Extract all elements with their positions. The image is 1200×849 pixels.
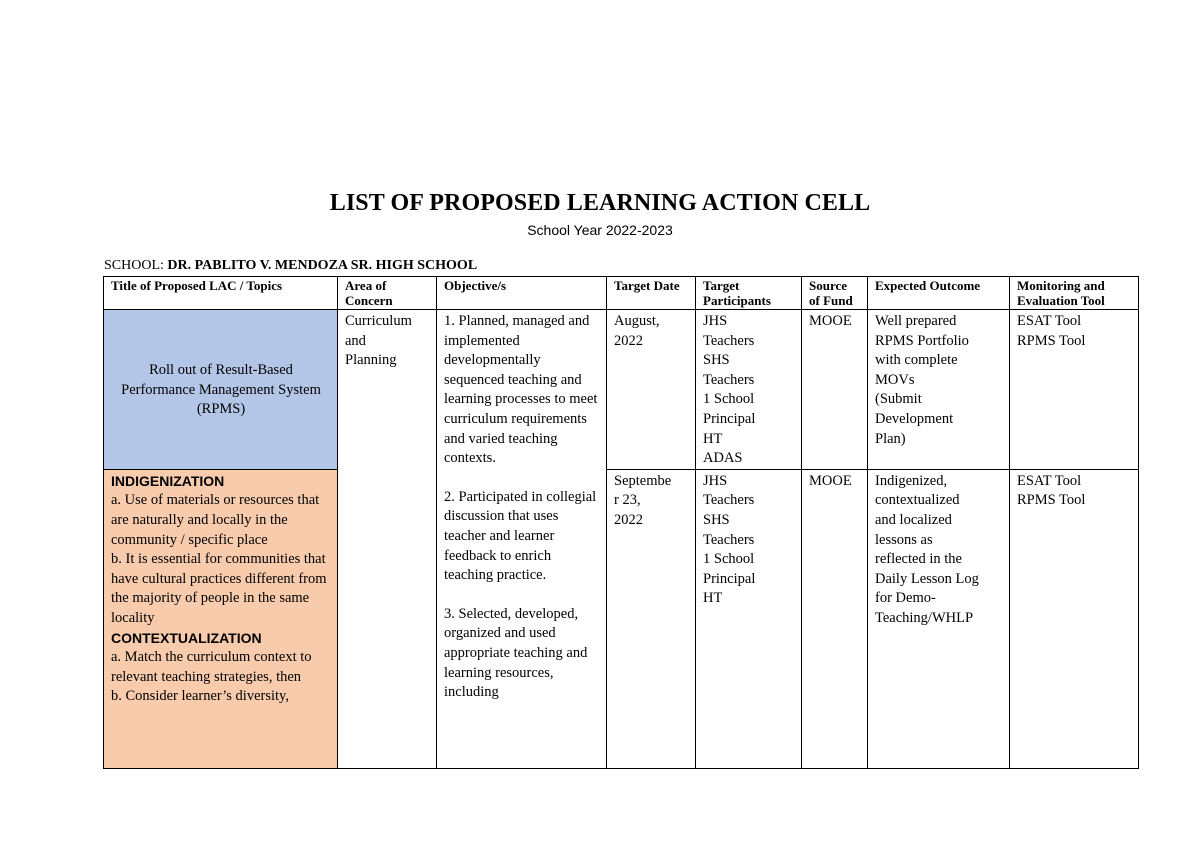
school-name: DR. PABLITO V. MENDOZA SR. HIGH SCHOOL <box>167 258 478 273</box>
header-participants: Target Participants <box>696 277 802 310</box>
header-target-date: Target Date <box>607 277 696 310</box>
objective-3: 3. Selected, developed, organized and used appropriate teaching and learning resources, including <box>444 605 588 701</box>
expected-outcome: Well prepared RPMS Portfolio with complete MOVs (Submit Development Plan) <box>868 310 1010 470</box>
lac-table <box>103 276 1139 769</box>
page-title: LIST OF PROPOSED LEARNING ACTION CELL <box>329 190 871 216</box>
lac-title-rpms: Roll out of Result-Based Performance Management System (RPMS) <box>104 310 338 470</box>
lac-title-indigenization <box>104 469 338 768</box>
header-source: Source of Fund <box>802 277 868 310</box>
target-date: August, 2022 <box>607 310 696 470</box>
topic-text-contextualization: a. Match the curriculum context to relevant teaching strategies, then b. Consider learner’s diversity, <box>111 649 312 705</box>
header-area: Area of Concern <box>338 277 437 310</box>
school-label: SCHOOL: <box>104 258 168 273</box>
objectives-cell <box>437 310 607 769</box>
topic-heading-contextualization: CONTEXTUALIZATION <box>111 629 262 646</box>
school-year: School Year 2022-2023 <box>527 222 673 238</box>
school-line <box>104 258 477 274</box>
header-outcome: Expected Outcome <box>868 277 1010 310</box>
table-row <box>104 469 1139 768</box>
objective-1: 1. Planned, managed and implemented developmentally sequenced teaching and learning processes to meet curriculum requirements and varied teaching contexts. <box>444 313 598 467</box>
header-title: Title of Proposed LAC / Topics <box>104 277 338 310</box>
evaluation-tool: ESAT Tool RPMS Tool <box>1010 469 1139 768</box>
source-of-fund: MOOE <box>802 310 868 470</box>
header-objectives: Objective/s <box>437 277 607 310</box>
objective-2: 2. Participated in collegial discussion that uses teacher and learner feedback to enrich teaching practice. <box>444 488 597 584</box>
header-tool: Monitoring and Evaluation Tool <box>1010 277 1139 310</box>
target-participants: JHS Teachers SHS Teachers 1 School Principal HT ADAS <box>696 310 802 470</box>
area-of-concern: Curriculum and Planning <box>338 310 437 769</box>
header-row <box>104 277 1139 310</box>
topic-heading-indigenization: INDIGENIZATION <box>111 472 225 489</box>
topic-text-indigenization: a. Use of materials or resources that are naturally and locally in the community / specific place b. It is essential for communities that have cultural practices different from the majority of people in the same locality <box>111 492 327 626</box>
table-row <box>104 310 1139 470</box>
target-date: Septembe r 23, 2022 <box>607 469 696 768</box>
target-participants: JHS Teachers SHS Teachers 1 School Principal HT <box>696 469 802 768</box>
expected-outcome: Indigenized, contextualized and localized lessons as reflected in the Daily Lesson Log for Demo- Teaching/WHLP <box>868 469 1010 768</box>
source-of-fund: MOOE <box>802 469 868 768</box>
evaluation-tool: ESAT Tool RPMS Tool <box>1010 310 1139 470</box>
